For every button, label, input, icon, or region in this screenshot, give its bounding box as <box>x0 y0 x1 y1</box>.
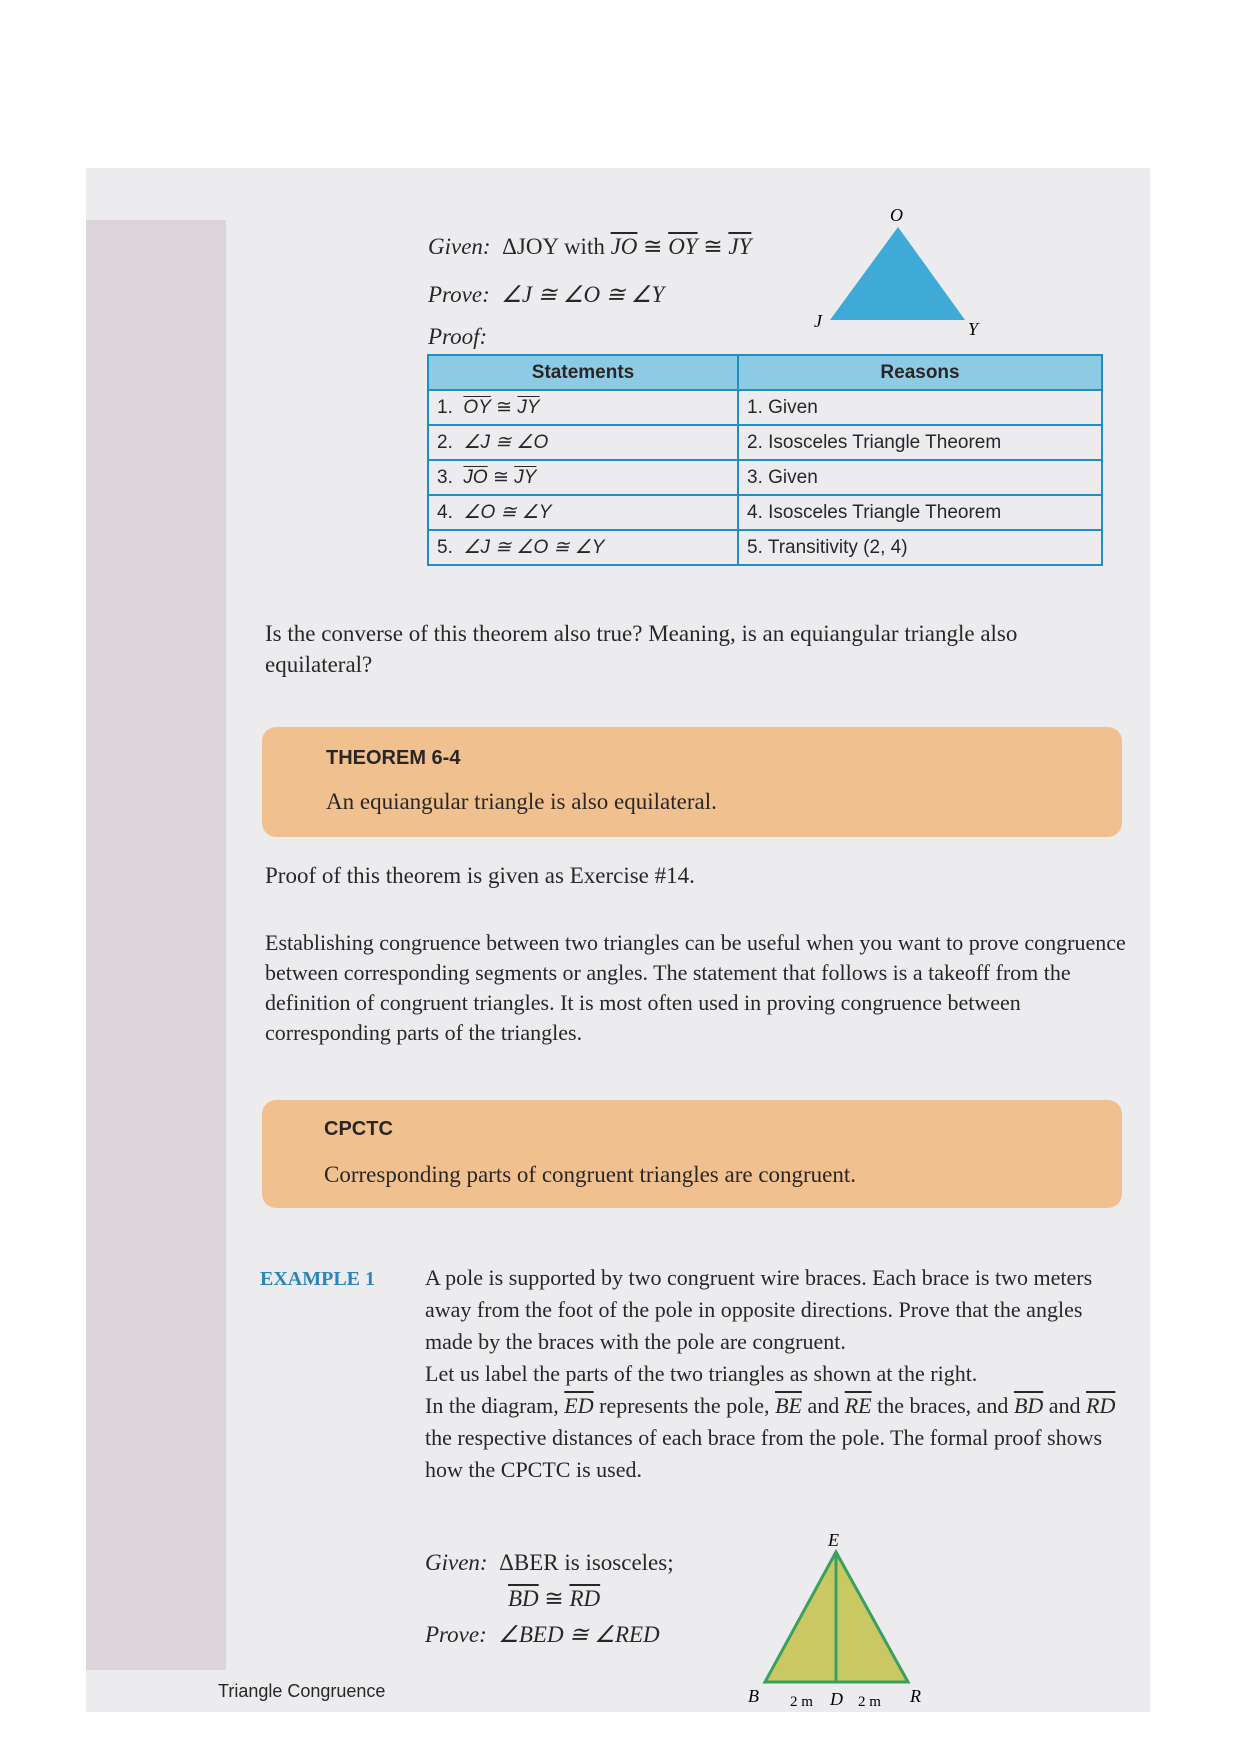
example-given-segments: $\overline{BD}$ ≅ $\overline{RD}$ <box>508 1586 601 1611</box>
theorem-text: An equiangular triangle is also equilateral. <box>326 789 717 814</box>
table-row <box>428 390 1102 425</box>
reason: 2. Isosceles Triangle Theorem <box>738 425 1102 460</box>
vertex-e: E <box>828 1530 839 1550</box>
example-diagram-description: In the diagram, $\overline{ED}$ represents the pole, $\overline{BE}$ and $\overline{RE}$ the braces, and $\overline{BD}$ and $\overline{RD}$ the respective distances of each brace from the pole. The formal proof shows how the CPCTC is used. <box>425 1393 1116 1482</box>
vertex-r: R <box>910 1686 921 1706</box>
vertex-b: B <box>748 1686 759 1706</box>
proof-table <box>427 354 1103 566</box>
statement: 4. ∠O ≅ ∠Y <box>428 495 738 530</box>
cpctc-box <box>262 1100 1122 1208</box>
equilateral-triangle-diagram <box>810 205 980 340</box>
segment-jo: $\overline{JO}$ <box>610 234 638 259</box>
distance-dr: 2 m <box>858 1694 881 1710</box>
pole-triangle-diagram <box>740 1530 940 1710</box>
table-row <box>428 460 1102 495</box>
cpctc-text: Corresponding parts of congruent triangles are congruent. <box>324 1162 857 1187</box>
proof-label: Proof: <box>428 324 488 349</box>
vertex-d: D <box>830 1689 843 1709</box>
reason: 3. Given <box>738 460 1102 495</box>
congruent-symbol: ≅ <box>643 234 663 259</box>
statement: 3. $\overline{JO}$ ≅ $\overline{JY}$ <box>428 460 738 495</box>
proof-note: Proof of this theorem is given as Exercise #14. <box>265 863 695 888</box>
example-given: Given: ΔBER is isosceles; <box>425 1550 674 1575</box>
reason: 1. Given <box>738 390 1102 425</box>
cpctc-intro-paragraph: Establishing congruence between two triangles can be useful when you want to prove congruence between corresponding segments or angles. The statement that follows is a takeoff from the definition of congruent triangles. It is most often used in proving congruence between corresponding parts of the triangles. <box>265 930 1126 1045</box>
header-statements: Statements <box>428 355 738 390</box>
theorem-box <box>262 727 1122 837</box>
table-row <box>428 425 1102 460</box>
cpctc-title: CPCTC <box>324 1118 393 1140</box>
statement: 1. $\overline{OY}$ ≅ $\overline{JY}$ <box>428 390 738 425</box>
table-row <box>428 530 1102 565</box>
vertex-j: J <box>814 311 822 331</box>
header-reasons: Reasons <box>738 355 1102 390</box>
triangle-joy <box>830 227 965 320</box>
given-statement <box>428 234 751 260</box>
congruent-symbol: ≅ <box>703 234 723 259</box>
segment-jy: $\overline{JY}$ <box>728 234 752 259</box>
example-problem: A pole is supported by two congruent wire braces. Each brace is two meters away from the foot of the pole in opposite directions. Prove that the angles made by the braces with the pole are congruent. <box>425 1265 1093 1354</box>
example-text <box>425 1262 1135 1486</box>
vertex-y: Y <box>968 319 979 339</box>
bottom-margin <box>0 1712 1242 1755</box>
given-label: Given: <box>428 234 491 259</box>
example-prove: Prove: ∠BED ≅ ∠RED <box>425 1622 660 1647</box>
vertex-o: O <box>890 205 903 225</box>
page-footer: Triangle Congruence <box>218 1681 386 1701</box>
table-row <box>428 495 1102 530</box>
converse-question: Is the converse of this theorem also true? Meaning, is an equiangular triangle also equilateral? <box>265 621 1018 677</box>
statement: 2. ∠J ≅ ∠O <box>428 425 738 460</box>
prove-text: ∠J ≅ ∠O ≅ ∠Y <box>501 282 665 307</box>
margin-strip <box>86 220 226 1670</box>
with-word: with <box>563 234 605 259</box>
prove-statement <box>428 282 664 308</box>
example-label-sentence: Let us label the parts of the two triangles as shown at the right. <box>425 1361 978 1386</box>
distance-bd: 2 m <box>790 1694 813 1710</box>
prove-label: Prove: <box>428 282 490 307</box>
theorem-title: THEOREM 6-4 <box>326 747 461 769</box>
triangle-name: ΔJOY <box>502 234 559 259</box>
reason: 5. Transitivity (2, 4) <box>738 530 1102 565</box>
statement: 5. ∠J ≅ ∠O ≅ ∠Y <box>428 530 738 565</box>
segment-oy: $\overline{OY}$ <box>668 234 698 259</box>
reason: 4. Isosceles Triangle Theorem <box>738 495 1102 530</box>
example-label: EXAMPLE 1 <box>260 1268 375 1290</box>
